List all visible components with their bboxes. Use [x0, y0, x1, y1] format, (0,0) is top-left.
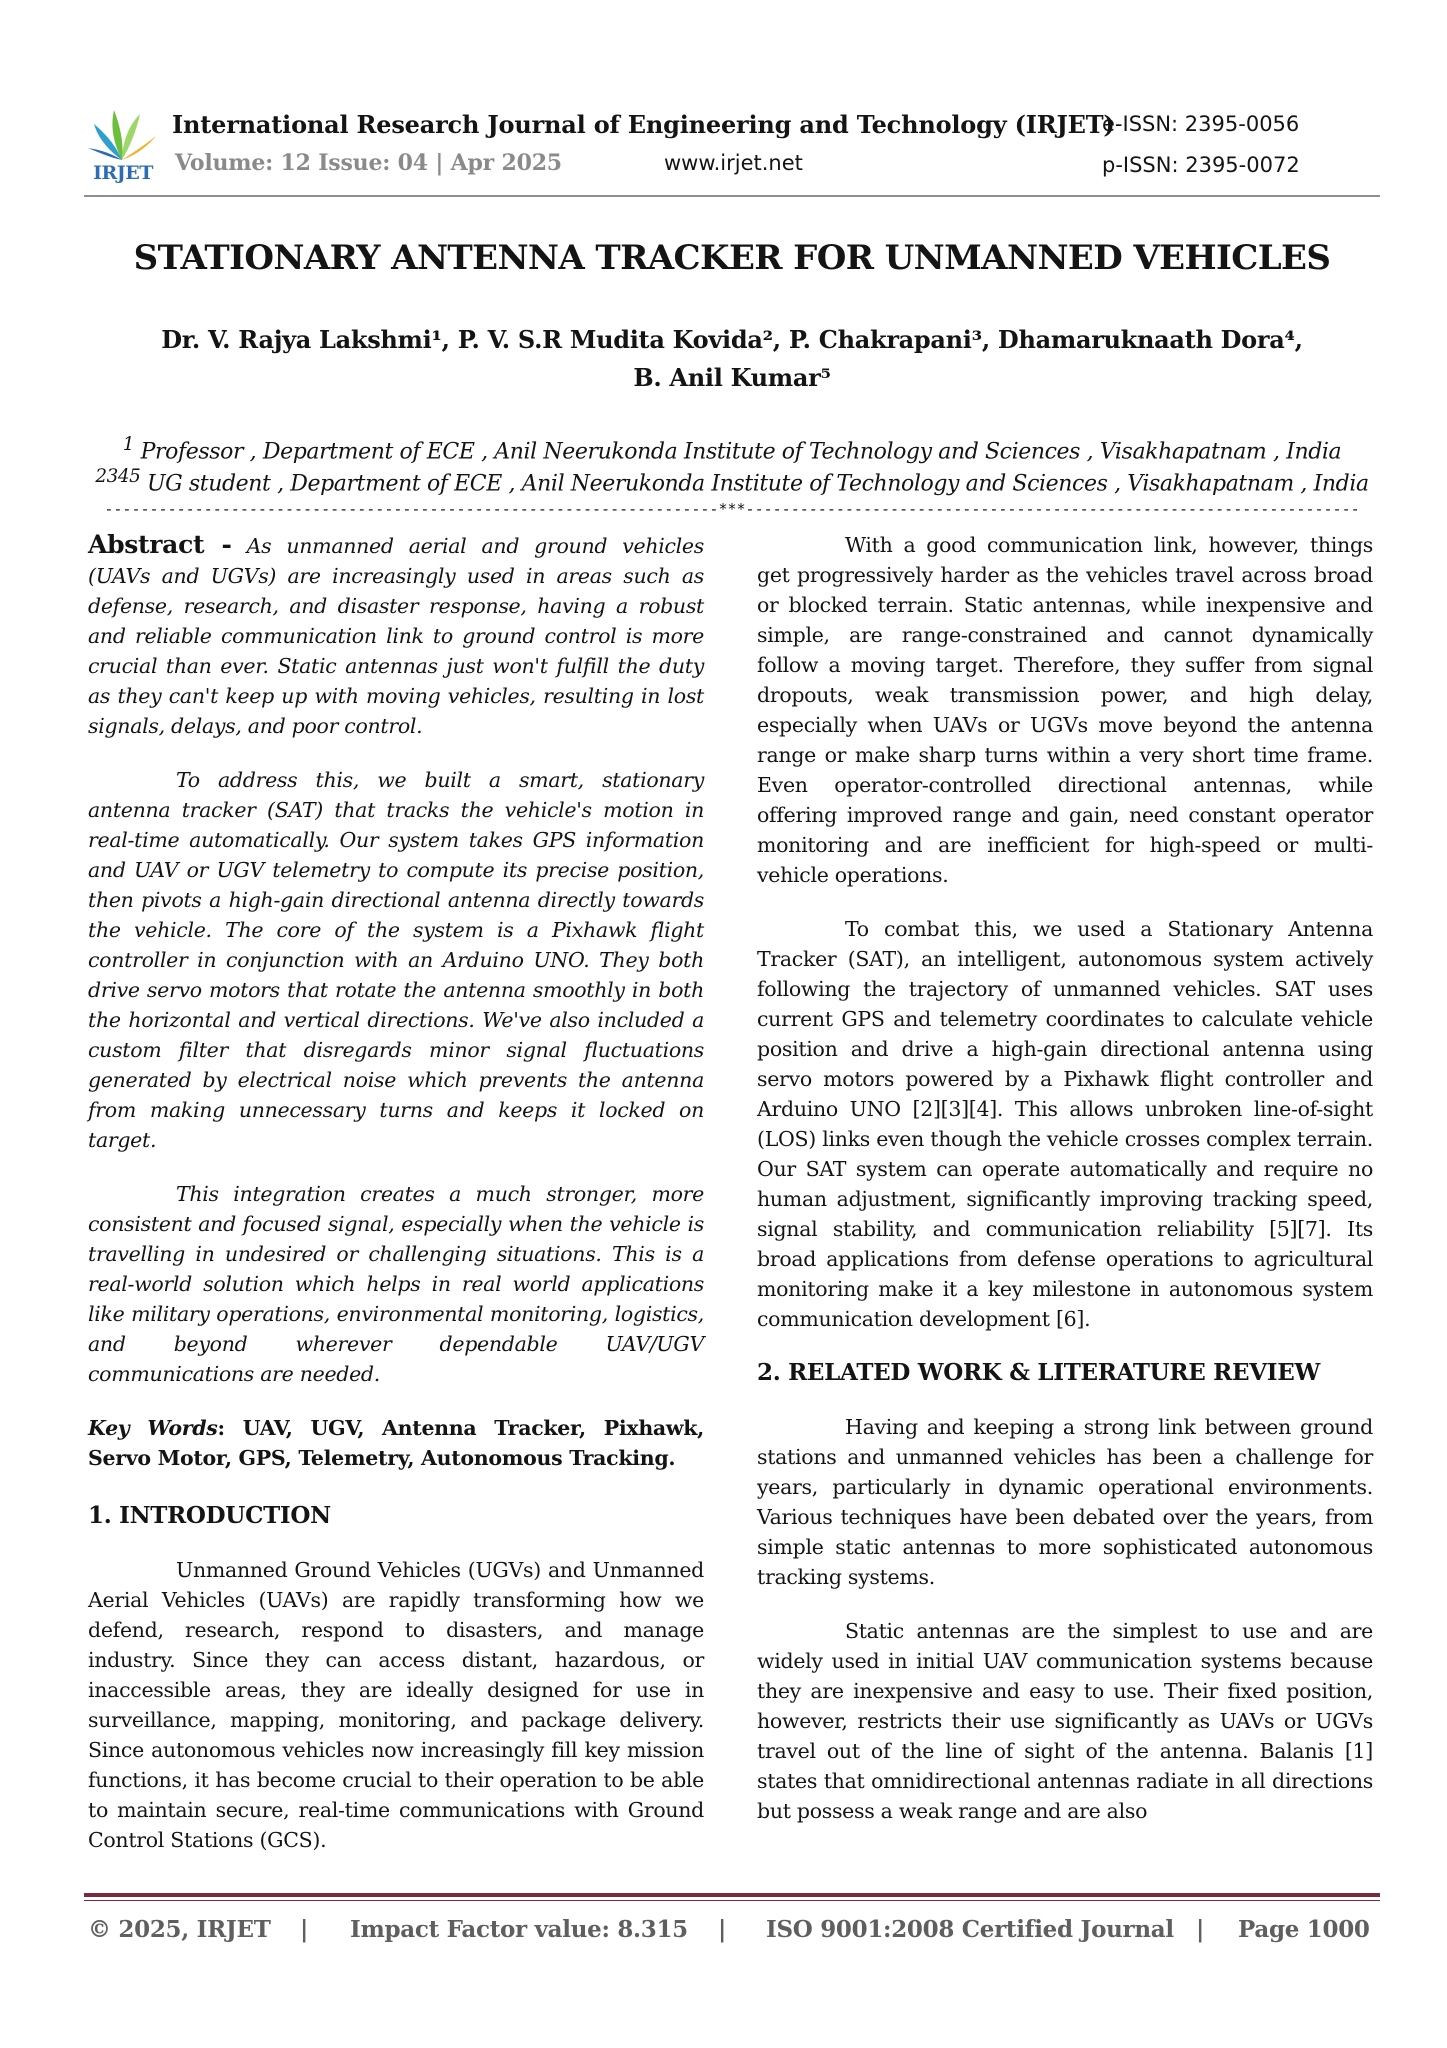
introduction-paragraph-1: Unmanned Ground Vehicles (UGVs) and Unmanned Aerial Vehicles (UAVs) are rapidly transforming how we defend, research, respond to disasters, and manage industry. Since they can access distant, hazardous, or inaccessible areas, they are ideally designed for use in surveillance, mapping, monitoring, and package delivery. Since autonomous vehicles now increasingly fill key mission functions, it has become crucial to their operation to be able to maintain secure, real-time communications with Ground Control Stations (GCS).	[88, 1558, 704, 1852]
section-separator: --------------------------------------------------------------------***--------------------------------------------------------------------	[104, 500, 1360, 518]
affiliation-1	[84, 434, 1380, 464]
footer-iso: ISO 9001:2008 Certified Journal	[766, 1916, 1174, 1943]
journal-website: www.irjet.net	[664, 151, 803, 175]
paper-title: STATIONARY ANTENNA TRACKER FOR UNMANNED VEHICLES	[133, 238, 1331, 278]
irjet-logo	[84, 104, 160, 188]
affiliation-1-text: Professor , Department of ECE , Anil Neerukonda Institute of Technology and Sciences , Visakhapatnam , India	[134, 439, 1342, 465]
volume-issue: Volume: 12 Issue: 04 | Apr 2025	[175, 150, 562, 176]
affiliation-2	[84, 466, 1380, 496]
abstract-paragraph-1	[88, 530, 704, 741]
related-work-paragraph-2: Static antennas are the simplest to use and are widely used in initial UAV communication systems because they are inexpensive and easy to use. Their fixed position, however, restricts their use significantly as UAVs or UGVs travel out of the line of sight of the antenna. Balanis [1] states that omnidirectional antennas radiate in all directions but possess a weak range and are also	[757, 1619, 1373, 1823]
keywords-text: : UAV, UGV, Antenna Tracker, Pixhawk, Servo Motor, GPS, Telemetry, Autonomous Tracking.	[88, 1416, 704, 1470]
footer-separator-2: |	[718, 1916, 727, 1943]
journal-name: International Research Journal of Engineering and Technology (IRJET)	[172, 110, 1115, 139]
keywords-label: Key Words	[88, 1416, 218, 1440]
left-column	[88, 530, 704, 1855]
footer-page-number: Page 1000	[1238, 1916, 1370, 1943]
logo-leaves-icon	[84, 104, 160, 164]
authors-line-2: B. Anil Kumar⁵	[633, 363, 831, 392]
abstract-paragraph-2: To address this, we built a smart, stationary antenna tracker (SAT) that tracks the vehicle's motion in real-time automatically. Our system takes GPS information and UAV or UGV telemetry to compute its precise position, then pivots a high-gain directional antenna directly towards the vehicle. The core of the system is a Pixhawk flight controller in conjunction with an Arduino UNO. They both drive servo motors that rotate the antenna smoothly in both the horizontal and vertical directions. We've also included a custom filter that disregards minor signal fluctuations generated by electrical noise which prevents the antenna from making unnecessary turns and keeps it locked on target.	[88, 768, 704, 1152]
affiliation-2-marker: 2345	[95, 466, 141, 487]
abstract-label: Abstract -	[88, 530, 232, 559]
footer-separator-3: |	[1196, 1916, 1205, 1943]
footer-rule-thick	[84, 1893, 1380, 1897]
right-column	[757, 530, 1373, 1826]
affiliation-1-marker: 1	[122, 434, 134, 455]
authors-line-1: Dr. V. Rajya Lakshmi¹, P. V. S.R Mudita Kovida², P. Chakrapani³, Dhamaruknaath Dora⁴,	[161, 325, 1303, 354]
footer-copyright: © 2025, IRJET	[88, 1916, 271, 1943]
footer-impact-factor: Impact Factor value: 8.315	[350, 1916, 688, 1943]
footer-separator-1: |	[300, 1916, 309, 1943]
p-issn: p-ISSN: 2395-0072	[1102, 153, 1300, 177]
abstract-p1-text: As unmanned aerial and ground vehicles (UAVs and UGVs) are increasingly used in areas such as defense, research, and disaster response, having a robust and reliable communication link to ground control is more crucial than ever. Static antennas just won't fulfill the duty as they can't keep up with moving vehicles, resulting in lost signals, delays, and poor control.	[88, 534, 704, 738]
footer-rule-thin	[84, 1900, 1380, 1901]
logo-text: IRJET	[93, 162, 153, 184]
introduction-paragraph-2: With a good communication link, however, things get progressively harder as the vehicles travel across broad or blocked terrain. Static antennas, while inexpensive and simple, are range-constrained and cannot dynamically follow a moving target. Therefore, they suffer from signal dropouts, weak transmission power, and high delay, especially when UAVs or UGVs move beyond the antenna range or make sharp turns within a very short time frame. Even operator-controlled directional antennas, while offering improved range and gain, need constant operator monitoring and are inefficient for high-speed or multi-vehicle operations.	[757, 533, 1373, 887]
introduction-paragraph-3: To combat this, we used a Stationary Antenna Tracker (SAT), an intelligent, autonomous system actively following the trajectory of unmanned vehicles. SAT uses current GPS and telemetry coordinates to calculate vehicle position and drive a high-gain directional antenna using servo motors powered by a Pixhawk flight controller and Arduino UNO [2][3][4]. This allows unbroken line-of-sight (LOS) links even though the vehicle crosses complex terrain. Our SAT system can operate automatically and require no human adjustment, significantly improving tracking speed, signal stability, and communication reliability [5][7]. Its broad applications from defense operations to agricultural monitoring make it a key milestone in autonomous system communication development [6].	[757, 917, 1373, 1331]
affiliation-2-text: UG student , Department of ECE , Anil Neerukonda Institute of Technology and Sciences , Visakhapatnam , India	[140, 471, 1369, 497]
introduction-heading: 1. INTRODUCTION	[88, 1502, 331, 1529]
header-divider	[84, 195, 1380, 197]
e-issn: e-ISSN: 2395-0056	[1102, 112, 1300, 136]
author-list	[84, 321, 1380, 397]
abstract-paragraph-3: This integration creates a much stronger, more consistent and focused signal, especially when the vehicle is travelling in undesired or challenging situations. This is a real-world solution which helps in real world applications like military operations, environmental monitoring, logistics, and beyond wherever dependable UAV/UGV communications are needed.	[88, 1182, 704, 1386]
related-work-paragraph-1: Having and keeping a strong link between ground stations and unmanned vehicles has been a challenge for years, particularly in dynamic operational environments. Various techniques have been debated over the years, from simple static antennas to more sophisticated autonomous tracking systems.	[757, 1415, 1373, 1589]
keywords	[88, 1413, 704, 1473]
related-work-heading: 2. RELATED WORK & LITERATURE REVIEW	[757, 1359, 1320, 1386]
